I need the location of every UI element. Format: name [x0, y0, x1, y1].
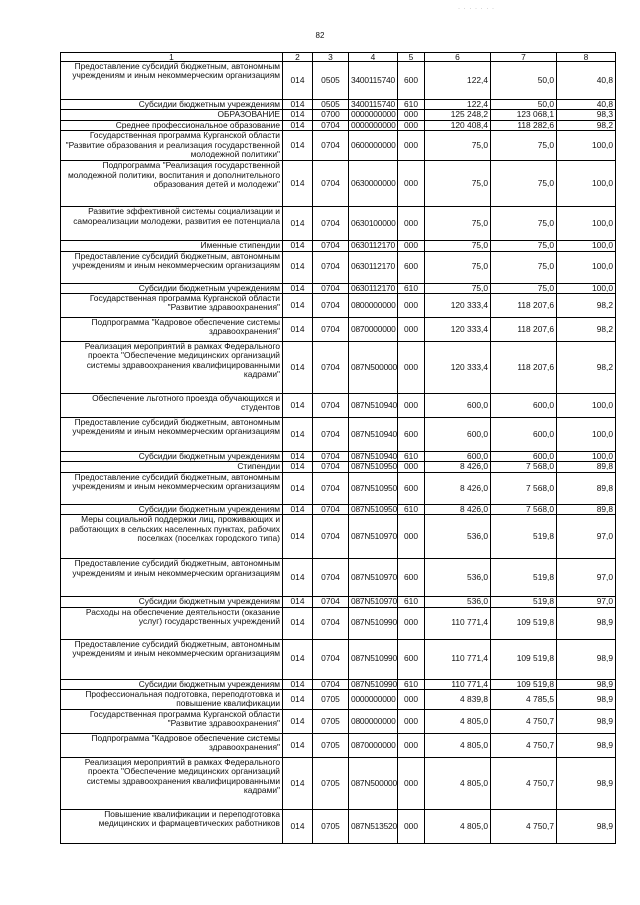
row-name-cell: Субсидии бюджетным учреждениям	[61, 452, 283, 462]
row-section-cell: 0704	[313, 452, 349, 462]
row-ved-cell: 014	[283, 318, 313, 342]
row-section-cell: 0704	[313, 607, 349, 639]
row-expense-type-cell: 600	[398, 559, 425, 597]
table-body	[61, 62, 616, 844]
row-executed-cell: 600,0	[491, 418, 557, 452]
row-expense-type-cell: 000	[398, 110, 425, 120]
row-section-cell: 0704	[313, 207, 349, 241]
row-expense-type-cell: 610	[398, 597, 425, 607]
row-executed-cell: 7 568,0	[491, 462, 557, 472]
row-planned-cell: 8 426,0	[425, 472, 491, 504]
table-row	[61, 394, 616, 418]
row-ved-cell: 014	[283, 452, 313, 462]
table-row	[61, 462, 616, 472]
row-ved-cell: 014	[283, 810, 313, 844]
row-expense-type-cell: 600	[398, 472, 425, 504]
row-executed-cell: 75,0	[491, 241, 557, 251]
row-percent-cell: 40,8	[557, 100, 616, 110]
row-percent-cell: 98,9	[557, 679, 616, 689]
table-row	[61, 758, 616, 810]
header-cell-executed: 7	[491, 53, 557, 62]
row-ved-cell: 014	[283, 462, 313, 472]
row-percent-cell: 100,0	[557, 418, 616, 452]
table-row	[61, 472, 616, 504]
table-row	[61, 418, 616, 452]
row-name-cell: Субсидии бюджетным учреждениям	[61, 597, 283, 607]
table-row	[61, 639, 616, 679]
row-percent-cell: 89,8	[557, 472, 616, 504]
row-target-article-cell: 087N510940	[349, 394, 398, 418]
row-ved-cell: 014	[283, 418, 313, 452]
row-name-cell: Профессиональная подготовка, переподготовка и повышение квалификации	[61, 690, 283, 710]
row-expense-type-cell: 000	[398, 342, 425, 394]
row-percent-cell: 98,2	[557, 318, 616, 342]
row-target-article-cell: 0800000000	[349, 710, 398, 734]
row-expense-type-cell: 000	[398, 710, 425, 734]
row-name-cell: Субсидии бюджетным учреждениям	[61, 679, 283, 689]
row-section-cell: 0704	[313, 504, 349, 514]
row-percent-cell: 89,8	[557, 504, 616, 514]
row-name-cell: Повышение квалификации и переподготовка медицинских и фармацевтических работников	[61, 810, 283, 844]
row-executed-cell: 75,0	[491, 131, 557, 161]
row-name-cell: Субсидии бюджетным учреждениям	[61, 100, 283, 110]
row-name-cell: Подпрограмма "Кадровое обеспечение системы здравоохранения"	[61, 318, 283, 342]
row-section-cell: 0704	[313, 283, 349, 293]
row-section-cell: 0704	[313, 679, 349, 689]
table-row	[61, 283, 616, 293]
row-section-cell: 0704	[313, 639, 349, 679]
row-expense-type-cell: 610	[398, 100, 425, 110]
row-planned-cell: 4 839,8	[425, 690, 491, 710]
row-percent-cell: 98,9	[557, 710, 616, 734]
row-name-cell: Государственная программа Курганской области "Развитие здравоохранения"	[61, 294, 283, 318]
row-expense-type-cell: 000	[398, 241, 425, 251]
row-target-article-cell: 0870000000	[349, 734, 398, 758]
row-expense-type-cell: 610	[398, 504, 425, 514]
row-executed-cell: 7 568,0	[491, 472, 557, 504]
row-planned-cell: 110 771,4	[425, 639, 491, 679]
row-executed-cell: 4 750,7	[491, 734, 557, 758]
row-ved-cell: 014	[283, 241, 313, 251]
row-ved-cell: 014	[283, 734, 313, 758]
row-planned-cell: 75,0	[425, 131, 491, 161]
row-section-cell: 0705	[313, 710, 349, 734]
row-target-article-cell: 087N510970	[349, 559, 398, 597]
row-expense-type-cell: 000	[398, 318, 425, 342]
row-ved-cell: 014	[283, 100, 313, 110]
row-expense-type-cell: 600	[398, 251, 425, 283]
row-ved-cell: 014	[283, 472, 313, 504]
row-percent-cell: 97,0	[557, 515, 616, 559]
row-ved-cell: 014	[283, 294, 313, 318]
row-expense-type-cell: 000	[398, 607, 425, 639]
row-section-cell: 0705	[313, 734, 349, 758]
row-ved-cell: 014	[283, 394, 313, 418]
row-target-article-cell: 087N513520	[349, 810, 398, 844]
row-planned-cell: 75,0	[425, 161, 491, 207]
row-target-article-cell: 0630100000	[349, 207, 398, 241]
row-ved-cell: 014	[283, 559, 313, 597]
row-name-cell: Реализация мероприятий в рамках Федерального проекта "Обеспечение медицинских организаций системы здравоохранения квалифицированными кадрами"	[61, 342, 283, 394]
row-section-cell: 0704	[313, 597, 349, 607]
row-target-article-cell: 0630112170	[349, 241, 398, 251]
row-planned-cell: 8 426,0	[425, 462, 491, 472]
row-section-cell: 0704	[313, 418, 349, 452]
row-planned-cell: 120 333,4	[425, 294, 491, 318]
row-executed-cell: 4 750,7	[491, 710, 557, 734]
row-executed-cell: 4 750,7	[491, 758, 557, 810]
row-target-article-cell: 087N500000	[349, 342, 398, 394]
row-executed-cell: 118 207,6	[491, 318, 557, 342]
row-expense-type-cell: 610	[398, 283, 425, 293]
row-ved-cell: 014	[283, 120, 313, 130]
row-planned-cell: 75,0	[425, 241, 491, 251]
table-row	[61, 241, 616, 251]
row-section-cell: 0704	[313, 120, 349, 130]
row-expense-type-cell: 610	[398, 679, 425, 689]
row-section-cell: 0704	[313, 559, 349, 597]
header-cell-percent: 8	[557, 53, 616, 62]
row-ved-cell: 014	[283, 110, 313, 120]
row-target-article-cell: 087N510970	[349, 597, 398, 607]
row-target-article-cell: 087N510950	[349, 472, 398, 504]
row-percent-cell: 98,9	[557, 607, 616, 639]
row-planned-cell: 122,4	[425, 62, 491, 100]
row-executed-cell: 75,0	[491, 207, 557, 241]
row-target-article-cell: 0000000000	[349, 110, 398, 120]
row-percent-cell: 98,2	[557, 120, 616, 130]
row-section-cell: 0704	[313, 394, 349, 418]
row-target-article-cell: 0630112170	[349, 283, 398, 293]
table-row	[61, 161, 616, 207]
row-percent-cell: 98,9	[557, 639, 616, 679]
table-row	[61, 251, 616, 283]
row-planned-cell: 110 771,4	[425, 607, 491, 639]
table-row	[61, 452, 616, 462]
row-executed-cell: 123 068,1	[491, 110, 557, 120]
row-percent-cell: 97,0	[557, 597, 616, 607]
row-expense-type-cell: 000	[398, 120, 425, 130]
header-cell-name: 1	[61, 53, 283, 62]
budget-table	[60, 52, 616, 844]
row-percent-cell: 100,0	[557, 251, 616, 283]
row-percent-cell: 97,0	[557, 559, 616, 597]
row-expense-type-cell: 000	[398, 690, 425, 710]
header-cell-ved: 2	[283, 53, 313, 62]
row-percent-cell: 98,9	[557, 690, 616, 710]
row-percent-cell: 100,0	[557, 452, 616, 462]
row-target-article-cell: 0600000000	[349, 131, 398, 161]
row-expense-type-cell: 000	[398, 734, 425, 758]
row-section-cell: 0505	[313, 100, 349, 110]
row-percent-cell: 98,9	[557, 810, 616, 844]
table-row	[61, 504, 616, 514]
row-planned-cell: 120 333,4	[425, 318, 491, 342]
row-ved-cell: 014	[283, 639, 313, 679]
row-executed-cell: 50,0	[491, 62, 557, 100]
row-ved-cell: 014	[283, 62, 313, 100]
row-ved-cell: 014	[283, 607, 313, 639]
header-cell-planned: 6	[425, 53, 491, 62]
row-planned-cell: 110 771,4	[425, 679, 491, 689]
row-percent-cell: 89,8	[557, 462, 616, 472]
row-percent-cell: 100,0	[557, 161, 616, 207]
row-name-cell: Именные стипендии	[61, 241, 283, 251]
row-ved-cell: 014	[283, 207, 313, 241]
row-executed-cell: 118 207,6	[491, 342, 557, 394]
row-executed-cell: 109 519,8	[491, 679, 557, 689]
row-name-cell: Подпрограмма "Кадровое обеспечение системы здравоохранения"	[61, 734, 283, 758]
table-row	[61, 62, 616, 100]
table-row	[61, 810, 616, 844]
table-row	[61, 110, 616, 120]
row-expense-type-cell: 000	[398, 294, 425, 318]
row-percent-cell: 98,9	[557, 758, 616, 810]
row-executed-cell: 519,8	[491, 515, 557, 559]
row-percent-cell: 98,2	[557, 294, 616, 318]
row-section-cell: 0704	[313, 294, 349, 318]
row-percent-cell: 100,0	[557, 283, 616, 293]
header-cell-section: 3	[313, 53, 349, 62]
row-target-article-cell: 087N510970	[349, 515, 398, 559]
row-section-cell: 0704	[313, 515, 349, 559]
row-percent-cell: 98,2	[557, 342, 616, 394]
row-executed-cell: 118 282,6	[491, 120, 557, 130]
row-executed-cell: 118 207,6	[491, 294, 557, 318]
row-percent-cell: 100,0	[557, 241, 616, 251]
table-row	[61, 559, 616, 597]
table-row	[61, 207, 616, 241]
table-row	[61, 607, 616, 639]
row-target-article-cell: 0000000000	[349, 690, 398, 710]
table-row	[61, 515, 616, 559]
row-ved-cell: 014	[283, 131, 313, 161]
row-section-cell: 0704	[313, 251, 349, 283]
row-target-article-cell: 3400115740	[349, 100, 398, 110]
row-target-article-cell: 087N510990	[349, 607, 398, 639]
row-section-cell: 0704	[313, 472, 349, 504]
row-executed-cell: 600,0	[491, 394, 557, 418]
row-target-article-cell: 0630000000	[349, 161, 398, 207]
row-executed-cell: 519,8	[491, 597, 557, 607]
header-cell-expense-type: 5	[398, 53, 425, 62]
row-name-cell: Меры социальной поддержки лиц, проживающих и работающих в сельских населенных пунктах, рабочих поселках (поселках городского типа)	[61, 515, 283, 559]
row-name-cell: Среднее профессиональное образование	[61, 120, 283, 130]
header-row	[61, 53, 616, 62]
table-row	[61, 318, 616, 342]
table-row	[61, 734, 616, 758]
row-ved-cell: 014	[283, 515, 313, 559]
row-section-cell: 0705	[313, 690, 349, 710]
row-planned-cell: 120 333,4	[425, 342, 491, 394]
table-row	[61, 597, 616, 607]
row-expense-type-cell: 000	[398, 131, 425, 161]
table-row	[61, 710, 616, 734]
row-planned-cell: 75,0	[425, 207, 491, 241]
row-name-cell: Субсидии бюджетным учреждениям	[61, 504, 283, 514]
row-target-article-cell: 087N510950	[349, 504, 398, 514]
row-name-cell: Государственная программа Курганской области "Развитие образования и реализация государственной молодежной политики"	[61, 131, 283, 161]
row-section-cell: 0704	[313, 342, 349, 394]
table-row	[61, 100, 616, 110]
row-expense-type-cell: 000	[398, 515, 425, 559]
row-planned-cell: 600,0	[425, 394, 491, 418]
row-target-article-cell: 0630112170	[349, 251, 398, 283]
row-executed-cell: 4 750,7	[491, 810, 557, 844]
row-name-cell: Обеспечение льготного проезда обучающихся и студентов	[61, 394, 283, 418]
row-ved-cell: 014	[283, 342, 313, 394]
row-planned-cell: 75,0	[425, 251, 491, 283]
row-percent-cell: 98,3	[557, 110, 616, 120]
row-planned-cell: 125 248,2	[425, 110, 491, 120]
row-planned-cell: 8 426,0	[425, 504, 491, 514]
row-planned-cell: 4 805,0	[425, 710, 491, 734]
table-row	[61, 679, 616, 689]
row-target-article-cell: 087N510990	[349, 679, 398, 689]
row-expense-type-cell: 000	[398, 758, 425, 810]
row-section-cell: 0705	[313, 758, 349, 810]
row-expense-type-cell: 000	[398, 394, 425, 418]
row-expense-type-cell: 600	[398, 418, 425, 452]
row-planned-cell: 600,0	[425, 418, 491, 452]
row-planned-cell: 4 805,0	[425, 758, 491, 810]
row-target-article-cell: 087N510990	[349, 639, 398, 679]
row-expense-type-cell: 000	[398, 207, 425, 241]
row-expense-type-cell: 000	[398, 161, 425, 207]
row-name-cell: Реализация мероприятий в рамках Федерального проекта "Обеспечение медицинских организаций системы здравоохранения квалифицированными кадрами"	[61, 758, 283, 810]
header-cell-target-article: 4	[349, 53, 398, 62]
row-executed-cell: 600,0	[491, 452, 557, 462]
row-name-cell: Предоставление субсидий бюджетным, автономным учреждениям и иным некоммерческим организациям	[61, 418, 283, 452]
row-ved-cell: 014	[283, 690, 313, 710]
row-name-cell: Предоставление субсидий бюджетным, автономным учреждениям и иным некоммерческим организациям	[61, 559, 283, 597]
row-ved-cell: 014	[283, 710, 313, 734]
row-executed-cell: 7 568,0	[491, 504, 557, 514]
row-target-article-cell: 0000000000	[349, 120, 398, 130]
row-section-cell: 0704	[313, 462, 349, 472]
row-name-cell: Расходы на обеспечение деятельности (оказание услуг) государственных учреждений	[61, 607, 283, 639]
row-expense-type-cell: 600	[398, 639, 425, 679]
row-planned-cell: 536,0	[425, 597, 491, 607]
row-executed-cell: 75,0	[491, 283, 557, 293]
row-name-cell: Развитие эффективной системы социализации и самореализации молодежи, развития ее потенциала	[61, 207, 283, 241]
row-planned-cell: 4 805,0	[425, 810, 491, 844]
corner-marks: · · · · · · ·	[458, 6, 495, 12]
row-name-cell: Стипендии	[61, 462, 283, 472]
row-section-cell: 0704	[313, 241, 349, 251]
row-planned-cell: 536,0	[425, 559, 491, 597]
row-planned-cell: 536,0	[425, 515, 491, 559]
row-planned-cell: 75,0	[425, 283, 491, 293]
row-target-article-cell: 087N510940	[349, 418, 398, 452]
table-row	[61, 131, 616, 161]
row-expense-type-cell: 600	[398, 62, 425, 100]
page-number: 82	[315, 31, 325, 40]
row-executed-cell: 75,0	[491, 251, 557, 283]
row-executed-cell: 75,0	[491, 161, 557, 207]
row-executed-cell: 50,0	[491, 100, 557, 110]
row-ved-cell: 014	[283, 504, 313, 514]
table-row	[61, 342, 616, 394]
row-expense-type-cell: 000	[398, 462, 425, 472]
row-executed-cell: 519,8	[491, 559, 557, 597]
row-planned-cell: 120 408,4	[425, 120, 491, 130]
row-planned-cell: 122,4	[425, 100, 491, 110]
row-name-cell: Предоставление субсидий бюджетным, автономным учреждениям и иным некоммерческим организациям	[61, 472, 283, 504]
row-section-cell: 0705	[313, 810, 349, 844]
row-name-cell: Субсидии бюджетным учреждениям	[61, 283, 283, 293]
row-name-cell: Подпрограмма "Реализация государственной молодежной политики, воспитания и дополнительного образования детей и молодежи"	[61, 161, 283, 207]
row-ved-cell: 014	[283, 597, 313, 607]
row-ved-cell: 014	[283, 283, 313, 293]
row-planned-cell: 600,0	[425, 452, 491, 462]
row-executed-cell: 109 519,8	[491, 607, 557, 639]
row-section-cell: 0704	[313, 161, 349, 207]
row-percent-cell: 40,8	[557, 62, 616, 100]
row-planned-cell: 4 805,0	[425, 734, 491, 758]
row-name-cell: Предоставление субсидий бюджетным, автономным учреждениям и иным некоммерческим организациям	[61, 639, 283, 679]
row-name-cell: ОБРАЗОВАНИЕ	[61, 110, 283, 120]
row-target-article-cell: 087N510950	[349, 462, 398, 472]
row-percent-cell: 100,0	[557, 394, 616, 418]
row-expense-type-cell: 000	[398, 810, 425, 844]
row-executed-cell: 109 519,8	[491, 639, 557, 679]
table-row	[61, 690, 616, 710]
row-target-article-cell: 0870000000	[349, 318, 398, 342]
table-row	[61, 120, 616, 130]
row-target-article-cell: 087N500000	[349, 758, 398, 810]
row-ved-cell: 014	[283, 758, 313, 810]
row-name-cell: Предоставление субсидий бюджетным, автономным учреждениям и иным некоммерческим организациям	[61, 62, 283, 100]
row-percent-cell: 100,0	[557, 207, 616, 241]
table-row	[61, 294, 616, 318]
row-expense-type-cell: 610	[398, 452, 425, 462]
row-target-article-cell: 087N510940	[349, 452, 398, 462]
row-section-cell: 0700	[313, 110, 349, 120]
row-percent-cell: 98,9	[557, 734, 616, 758]
row-section-cell: 0505	[313, 62, 349, 100]
row-target-article-cell: 0800000000	[349, 294, 398, 318]
row-percent-cell: 100,0	[557, 131, 616, 161]
row-name-cell: Государственная программа Курганской области "Развитие здравоохранения"	[61, 710, 283, 734]
row-ved-cell: 014	[283, 161, 313, 207]
row-executed-cell: 4 785,5	[491, 690, 557, 710]
row-target-article-cell: 3400115740	[349, 62, 398, 100]
row-ved-cell: 014	[283, 251, 313, 283]
row-ved-cell: 014	[283, 679, 313, 689]
row-section-cell: 0704	[313, 318, 349, 342]
row-section-cell: 0704	[313, 131, 349, 161]
row-name-cell: Предоставление субсидий бюджетным, автономным учреждениям и иным некоммерческим организациям	[61, 251, 283, 283]
